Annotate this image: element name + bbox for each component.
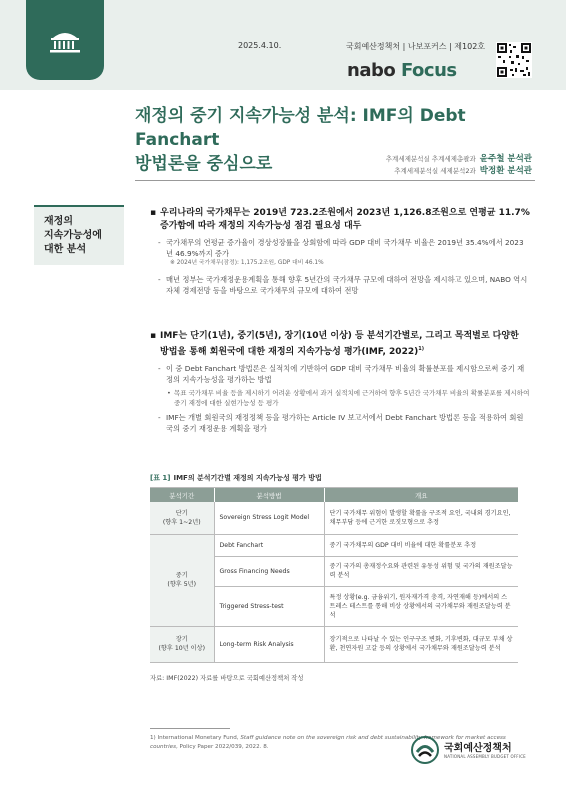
author-2-dept: 추계세제분석실 세제분석2과 bbox=[394, 167, 476, 175]
method-cell: Sovereign Stress Logit Model bbox=[214, 502, 324, 534]
section-2-dash-2: - IMF는 개별 회원국의 재정정책 등을 평가하는 Article IV 보고서에서 Debt Fanchart 방법론 등을 적용하여 회원국의 중기 재정운용 계획을 평가 bbox=[150, 412, 530, 434]
section-1-note: ※ 2024년 국가채무(잠정): 1,175.2조원, GDP 대비 46.1% bbox=[170, 260, 324, 266]
national-assembly-icon bbox=[47, 28, 83, 54]
publication-info: 국회예산정책처 | 나보포커스 | 제102호 bbox=[346, 42, 486, 51]
author-1 bbox=[386, 152, 532, 164]
method-cell: Triggered Stress-test bbox=[214, 586, 324, 626]
desc-cell: 중기 국가의 총재정수요와 관련된 유동성 위험 및 국가의 재원조달능력 분석 bbox=[324, 556, 518, 586]
table-caption-text: IMF의 분석기간별 재정의 지속가능성 평가 방법 bbox=[173, 474, 322, 482]
period-mid: 중기 (향후 5년) bbox=[150, 534, 214, 626]
header-period: 분석기간 bbox=[150, 488, 214, 502]
table-header-row bbox=[150, 488, 518, 502]
desc-cell: 특정 상황(e.g. 금융위기, 원자재가격 충격, 자연재해 등)에서의 스트레스 테스트를 통해 비상 상황에서의 국가채무와 재원조달능력 분석 bbox=[324, 586, 518, 626]
brand-nabo: nabo bbox=[347, 60, 401, 81]
section-2-bullet bbox=[150, 330, 530, 359]
table-source: 자료: IMF(2022) 자료를 바탕으로 국회예산정책처 작성 bbox=[150, 675, 304, 682]
issue-date: 2025.4.10. bbox=[238, 41, 282, 50]
table-caption bbox=[150, 473, 518, 488]
footer-org-name: 국회예산정책처 bbox=[444, 743, 512, 754]
section-1-dash-2: - 매년 정부는 국가재정운용계획을 통해 향후 5년간의 국가채무 규모에 대하여 전망을 제시하고 있으며, NABO 역시 자체 경제전망 등을 바탕으로 국가채무의 규모에 대하여 전망 bbox=[150, 274, 530, 296]
nabo-emblem-icon bbox=[410, 735, 440, 765]
sidebar-line-3: 대한 분석 bbox=[44, 244, 87, 255]
method-cell: Long-term Risk Analysis bbox=[214, 626, 324, 662]
footnote-text-post: , Policy Paper 2022/039, 2022. 8. bbox=[176, 744, 269, 750]
qr-code-icon[interactable] bbox=[496, 42, 532, 78]
section-2-bullet-text: IMF는 단기(1년), 중기(5년), 장기(10년 이상) 등 분석기간별로, 그리고 목적별로 다양한 방법을 통해 회원국에 대한 재정의 지속가능성 평가(IMF, 2022) bbox=[160, 331, 519, 357]
author-2-name: 박정환 분석관 bbox=[479, 166, 532, 176]
nabo-footer-logo bbox=[410, 735, 526, 769]
section-1-bullet: ▪ 우리나라의 국가채무는 2019년 723.2조원에서 2023년 1,126.8조원으로 연평균 11.7% 증가함에 따라 재정의 지속가능성 점검 필요성 대두 bbox=[150, 207, 530, 233]
desc-cell: 장기적으로 나타날 수 있는 인구구조 변화, 기후변화, 대규모 부채 상환, 천연자원 고갈 등의 상황에서 국가채무와 재원조달능력 분석 bbox=[324, 626, 518, 662]
method-cell: Gross Financing Needs bbox=[214, 556, 324, 586]
desc-cell: 중기 국가채무의 GDP 대비 비율에 대한 확률분포 추정 bbox=[324, 534, 518, 556]
method-cell: Debt Fanchart bbox=[214, 534, 324, 556]
footnote-title: Staff guidance note on the sovereign risk and debt sustainability framework for market access countries bbox=[150, 735, 506, 750]
table-row bbox=[150, 626, 518, 662]
author-1-dept: 추계세제분석실 추계세제총괄과 bbox=[385, 155, 476, 163]
footnote-divider bbox=[150, 728, 230, 729]
footnote-ref[interactable]: 1) bbox=[418, 346, 424, 352]
table-tag: [표 1] bbox=[150, 474, 171, 482]
section-2-dash-1: - 이 중 Debt Fanchart 방법론은 실적치에 기반하여 GDP 대비 국가채무 비율의 확률분포를 제시함으로써 중기 재정의 지속가능성을 평가하는 방법 bbox=[150, 363, 530, 385]
section-1-dash-1: - 국가채무의 연평균 증가율이 경상성장률을 상회함에 따라 GDP 대비 국가채무 비율은 2019년 35.4%에서 2023년 46.9%까지 증가 bbox=[150, 237, 530, 259]
author-2 bbox=[394, 164, 532, 176]
table-row bbox=[150, 534, 518, 556]
footnote-text-pre: International Monetary Fund, bbox=[157, 735, 241, 741]
header-overview: 개요 bbox=[324, 488, 518, 502]
desc-cell: 단기 국가채무 위험이 발생할 확률을 구조적 요인, 국내외 경기요인, 채무부담 등에 근거한 로짓모형으로 추정 bbox=[324, 502, 518, 534]
logo-tab bbox=[26, 0, 104, 80]
section-sidebar bbox=[34, 205, 124, 265]
nabo-focus-logo bbox=[347, 60, 457, 81]
sidebar-line-2: 지속가능성에 bbox=[44, 230, 102, 241]
section-2-sub-1: • 목표 국가채무 비율 등을 제시하기 어려운 상황에서 과거 실적치에 근거하여 향후 5년간 국가채무 비율의 확률분포를 제시하여 중기 재정에 대한 실현가능성 등 평가 bbox=[150, 388, 530, 408]
sidebar-line-1: 재정의 bbox=[44, 216, 73, 227]
brand-focus: Focus bbox=[400, 60, 457, 81]
title-divider bbox=[135, 180, 535, 181]
footer-org-en: NATIONAL ASSEMBLY BUDGET OFFICE bbox=[444, 754, 526, 759]
methods-table bbox=[150, 488, 518, 663]
table-row bbox=[150, 502, 518, 534]
title-line-1: 재정의 중기 지속가능성 분석: IMF의 Debt Fanchart bbox=[135, 106, 466, 150]
period-short: 단기 (향후 1~2년) bbox=[150, 502, 214, 534]
title-line-2: 방법론을 중심으로 bbox=[135, 154, 273, 174]
period-long: 장기 (향후 10년 이상) bbox=[150, 626, 214, 662]
footnote-num: 1) bbox=[150, 735, 156, 741]
section-1 bbox=[150, 207, 530, 296]
section-2 bbox=[150, 330, 530, 434]
header-method: 분석방법 bbox=[214, 488, 324, 502]
author-1-name: 윤주철 분석관 bbox=[479, 154, 532, 164]
